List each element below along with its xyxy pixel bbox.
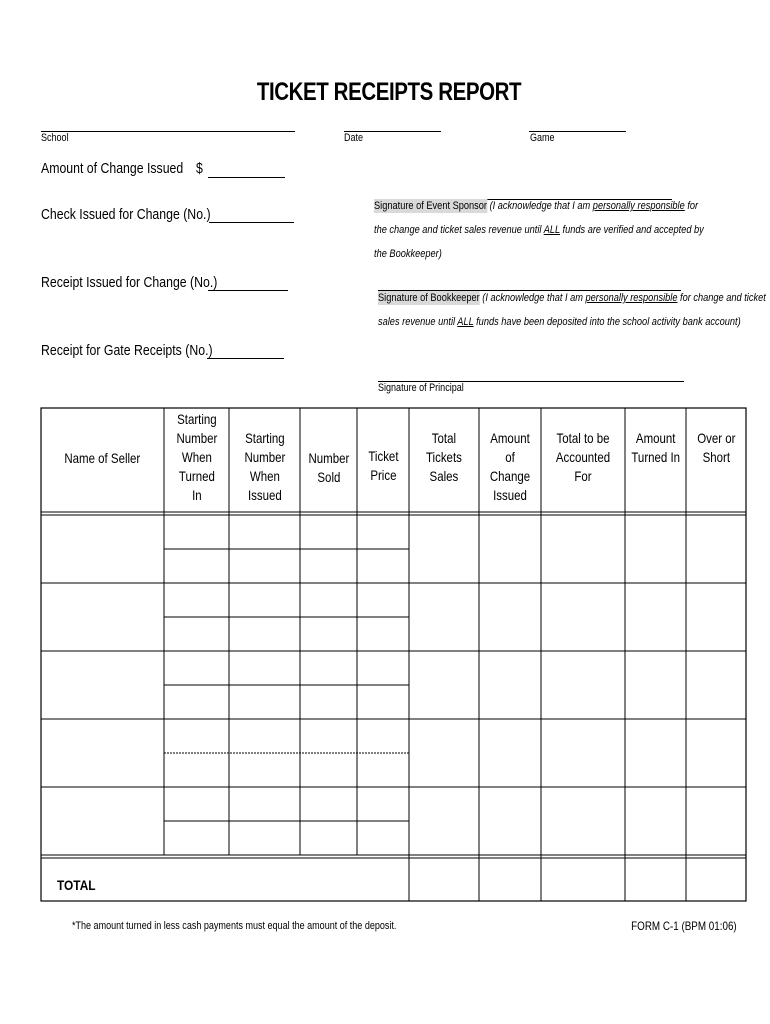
bookkeeper-ack2-a: sales revenue until [378,316,458,328]
sponsor-ack2-c: funds are verified and accepted by [559,224,704,236]
bookkeeper-label: Signature of Bookkeeper [378,292,480,304]
col-header-number-sold: Number Sold [308,450,349,485]
sponsor-ack2-a: the change and ticket sales revenue until [374,224,544,236]
dollar-sign: $ [196,160,203,177]
sponsor-ack2-b: ALL [543,224,560,236]
sponsor-ack-a: (I acknowledge that I am [487,200,593,212]
col-header-start-issued: Starting Number When Issued [244,430,285,503]
principal-label: Signature of Principal [378,382,464,394]
sponsor-label: Signature of Event Sponsor [374,200,488,212]
col-header-total-ticket-sales: Total Tickets Sales [426,430,462,484]
change-issued-label: Amount of Change Issued [41,160,184,177]
school-label: School [41,132,69,144]
game-label: Game [530,132,555,144]
col-header-name-of-seller: Name of Seller [64,450,141,466]
sponsor-ack-line3: the Bookkeeper) [374,248,442,260]
date-label: Date [344,132,364,144]
col-header-amount-turned-in: Amount Turned In [631,430,680,465]
total-label: TOTAL [57,877,96,893]
bookkeeper-ack2-b: ALL [457,316,474,328]
receipt-change-label: Receipt Issued for Change (No.) [41,274,218,291]
form-code: FORM C-1 (BPM 01:06) [631,919,737,933]
check-issued-label: Check Issued for Change (No.) [41,206,211,223]
bookkeeper-ack2-c: funds have been deposited into the school activity bank account) [473,316,741,328]
bookkeeper-ack-a: (I acknowledge that I am [479,292,586,304]
col-header-over-short: Over or Short [696,430,736,465]
bookkeeper-ack-c: for change and ticket [677,292,766,304]
sponsor-ack-c: for [684,200,699,212]
receipt-gate-label: Receipt for Gate Receipts (No.) [41,342,213,359]
page-title: TICKET RECEIPTS REPORT [256,78,522,106]
footnote: *The amount turned in less cash payments must equal the amount of the deposit. [72,920,397,932]
bookkeeper-ack-b: personally responsible [585,292,678,304]
col-header-start-turned-in: Starting Number When Turned In [176,411,217,503]
col-header-ticket-price: Ticket Price [367,448,399,483]
col-header-total-accounted: Total to be Accounted For [555,430,611,484]
col-header-change-issued: Amount of Change Issued [489,430,531,503]
sponsor-ack-b: personally responsible [592,200,685,212]
